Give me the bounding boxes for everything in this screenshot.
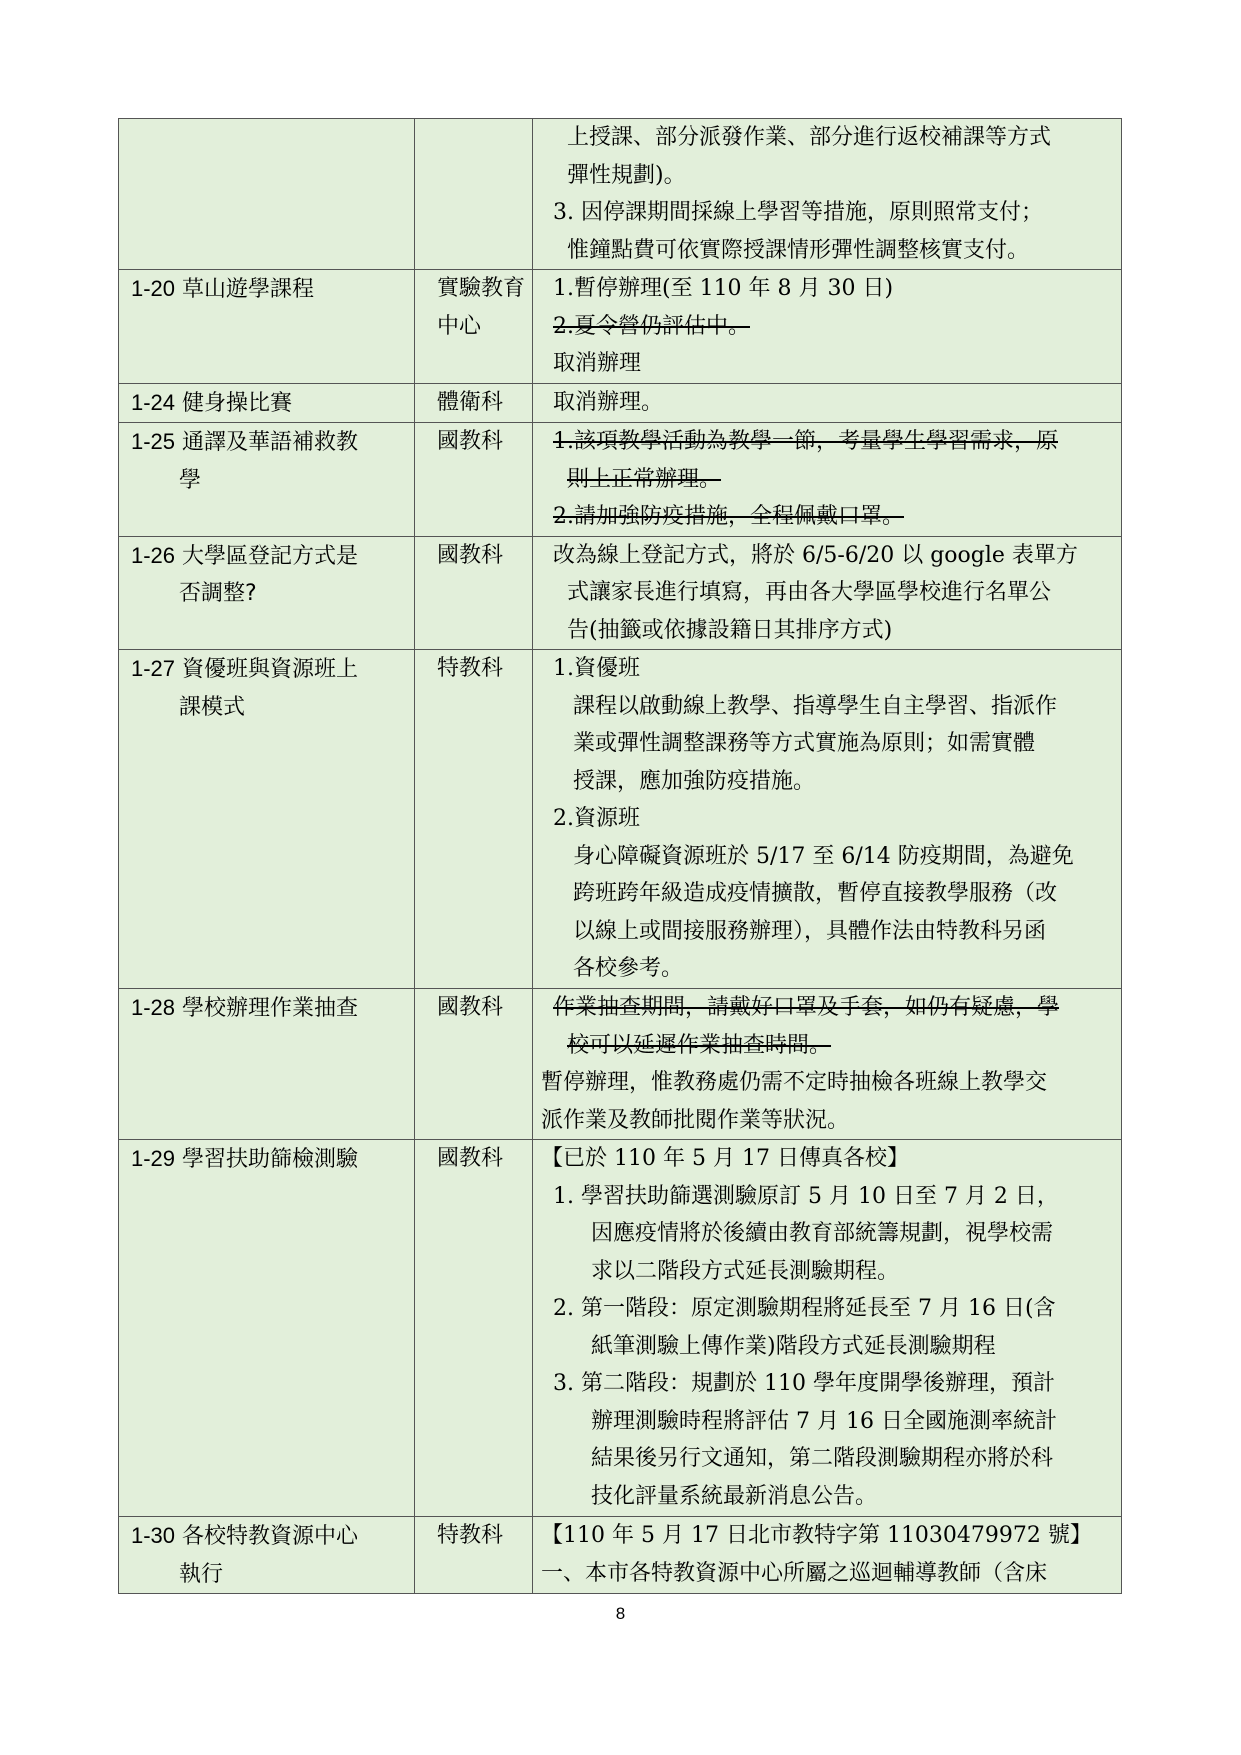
item-title-cont: 執行 <box>179 1561 224 1587</box>
table-row <box>119 270 1122 384</box>
unit-cell: 特教科 <box>415 650 533 989</box>
content-line-struck: 校可以延遲作業抽查時間。 <box>567 1032 832 1058</box>
table-row <box>119 383 1122 423</box>
measures-table <box>118 118 1122 1594</box>
content-line: 2. 第一階段：原定測驗期程將延長至 7 月 16 日(含 <box>553 1296 1056 1321</box>
item-cell <box>119 1140 415 1517</box>
table-row <box>119 1517 1122 1594</box>
content-line: 授課，應加強防疫措施。 <box>573 768 816 794</box>
content-line: 派作業及教師批閱作業等狀況。 <box>541 1107 850 1133</box>
content-line: 一、本市各特教資源中心所屬之巡迴輔導教師（含床 <box>541 1560 1048 1586</box>
content-line: 改為線上登記方式，將於 6/5-6/20 以 google 表單方 <box>553 542 1078 568</box>
item-title: 資優班與資源班上 <box>182 657 359 682</box>
content-line: 求以二階段方式延長測驗期程。 <box>591 1258 900 1284</box>
item-title: 學習扶助篩檢測驗 <box>182 1147 359 1172</box>
content-line: 上授課、部分派發作業、部分進行返校補課等方式 <box>567 125 1052 150</box>
content-line: 結果後另行文通知，第二階段測驗期程亦將於科 <box>591 1446 1054 1471</box>
content-line: 身心障礙資源班於 5/17 至 6/14 防疫期間，為避免 <box>573 843 1074 869</box>
content-line: 業或彈性調整課務等方式實施為原則；如需實體 <box>573 731 1036 756</box>
content-cell <box>533 1517 1122 1594</box>
item-title: 健身操比賽 <box>182 390 293 416</box>
item-number: 1-30 <box>131 1523 176 1548</box>
unit-cell: 國教科 <box>415 423 533 537</box>
content-line: 彈性規劃)。 <box>567 162 686 188</box>
table-row <box>119 989 1122 1140</box>
unit-cell: 特教科 <box>415 1517 533 1594</box>
content-line: 3. 第二階段：規劃於 110 學年度開學後辦理，預計 <box>553 1371 1055 1396</box>
content-cell <box>533 383 1122 423</box>
item-number: 1-26 <box>131 542 176 568</box>
unit-cell: 實驗教育中心 <box>415 270 533 384</box>
item-title-cont: 課模式 <box>179 694 246 720</box>
table-row <box>119 423 1122 537</box>
item-cell <box>119 119 415 270</box>
item-title: 學校辦理作業抽查 <box>182 996 359 1021</box>
table-row <box>119 536 1122 650</box>
content-line: 2.資源班 <box>553 806 640 831</box>
content-line: 1.暫停辦理(至 110 年 8 月 30 日) <box>553 276 894 301</box>
item-title-cont: 否調整? <box>179 581 257 606</box>
item-title: 大學區登記方式是 <box>182 543 359 569</box>
content-line: 1.資優班 <box>553 656 640 681</box>
content-cell <box>533 536 1122 650</box>
item-title-cont: 學 <box>179 467 202 493</box>
content-line: 惟鐘點費可依實際授課情形彈性調整核實支付。 <box>567 237 1030 263</box>
unit-cell: 國教科 <box>415 1140 533 1517</box>
item-number: 1-24 <box>131 389 176 415</box>
content-line-struck: 則上正常辦理。 <box>567 466 722 492</box>
content-line: 【110 年 5 月 17 日北市教特字第 11030479972 號】 <box>541 1523 1092 1548</box>
item-cell <box>119 423 415 537</box>
table-row <box>119 1140 1122 1517</box>
table-row <box>119 650 1122 989</box>
item-number: 1-27 <box>131 656 176 681</box>
content-cell <box>533 423 1122 537</box>
content-line: 式讓家長進行填寫，再由各大學區學校進行名單公 <box>567 580 1052 605</box>
content-cell <box>533 1140 1122 1517</box>
content-line: 技化評量系統最新消息公告。 <box>591 1483 878 1509</box>
content-line-struck: 2.夏令營仍評估中。 <box>553 313 750 339</box>
content-cell <box>533 650 1122 989</box>
content-line: 紙筆測驗上傳作業)階段方式延長測驗期程 <box>591 1333 996 1359</box>
content-line: 跨班跨年級造成疫情擴散，暫停直接教學服務（改 <box>573 881 1058 906</box>
item-cell <box>119 650 415 989</box>
unit-cell <box>415 119 533 270</box>
unit-cell: 國教科 <box>415 536 533 650</box>
content-cell <box>533 119 1122 270</box>
content-line: 取消辦理。 <box>553 389 664 415</box>
content-line: 3. 因停課期間採線上學習等措施，原則照常支付； <box>553 200 1043 225</box>
content-line: 1. 學習扶助篩選測驗原訂 5 月 10 日至 7 月 2 日， <box>553 1183 1059 1209</box>
item-number: 1-29 <box>131 1146 176 1171</box>
content-line-struck: 2.請加強防疫措施，全程佩戴口罩。 <box>553 504 904 529</box>
content-line: 辦理測驗時程將評估 7 月 16 日全國施測率統計 <box>591 1408 1057 1434</box>
item-cell <box>119 383 415 423</box>
item-title: 草山遊學課程 <box>182 277 315 302</box>
content-line: 因應疫情將於後續由教育部統籌規劃，視學校需 <box>591 1221 1054 1246</box>
table-row <box>119 119 1122 270</box>
content-cell <box>533 270 1122 384</box>
content-line-struck: 作業抽查期間，請戴好口罩及手套，如仍有疑慮，學 <box>553 995 1060 1020</box>
item-number: 1-25 <box>131 429 176 454</box>
content-line: 【已於 110 年 5 月 17 日傳真各校】 <box>541 1146 909 1171</box>
content-line: 以線上或間接服務辦理），具體作法由特教科另函 <box>573 918 1047 944</box>
unit-cell: 體衛科 <box>415 383 533 423</box>
content-line: 取消辦理 <box>553 351 642 376</box>
content-line: 暫停辦理，惟教務處仍需不定時抽檢各班線上教學交 <box>541 1070 1048 1095</box>
page-number: 8 <box>615 1604 626 1623</box>
item-number: 1-20 <box>131 276 176 301</box>
item-cell <box>119 1517 415 1594</box>
item-number: 1-28 <box>131 995 176 1020</box>
content-line-struck: 1.該項教學活動為教學一節，考量學生學習需求，原 <box>553 429 1058 454</box>
item-title: 通譯及華語補救教 <box>182 430 359 455</box>
item-cell <box>119 989 415 1140</box>
content-cell <box>533 989 1122 1140</box>
item-cell <box>119 536 415 650</box>
unit-cell: 國教科 <box>415 989 533 1140</box>
item-title: 各校特教資源中心 <box>182 1524 359 1549</box>
content-line: 各校參考。 <box>573 956 684 981</box>
content-line: 課程以啟動線上教學、指導學生自主學習、指派作 <box>573 693 1058 719</box>
content-line: 告(抽籤或依據設籍日其排序方式) <box>567 617 893 643</box>
item-cell <box>119 270 415 384</box>
